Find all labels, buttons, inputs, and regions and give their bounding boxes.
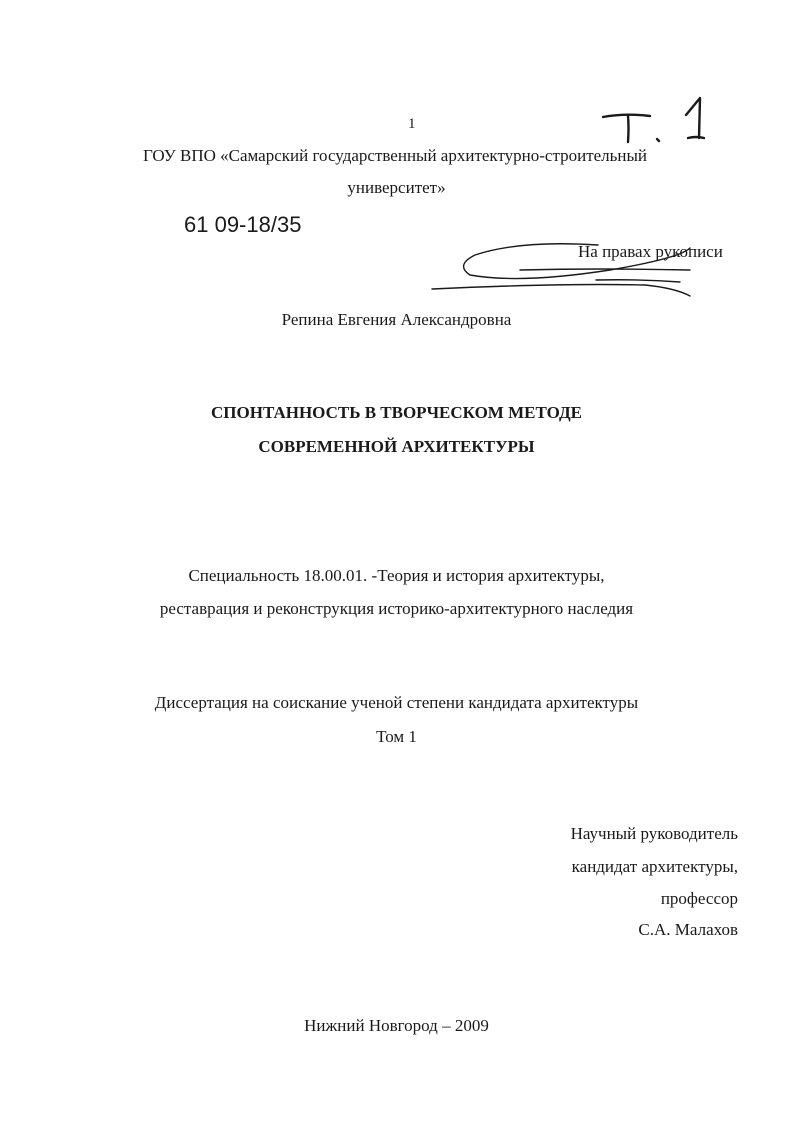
- dissertation-title-line-2: СОВРЕМЕННОЙ АРХИТЕКТУРЫ: [258, 437, 535, 456]
- specialty-line-2: реставрация и реконструкция историко-архитектурного наследия: [159, 599, 634, 618]
- volume-label: Том 1: [376, 727, 417, 746]
- degree-statement: Диссертация на соискание ученой степени кандидата архитектуры: [154, 693, 639, 712]
- advisor-rank: профессор: [660, 889, 738, 908]
- specialty-line-1: Специальность 18.00.01. -Теория и история архитектуры,: [188, 566, 605, 585]
- rights-note: На правах рукописи: [578, 242, 723, 261]
- institution-line-1: ГОУ ВПО «Самарский государственный архитектурно-строительный: [143, 146, 648, 165]
- institution-line-2: университет»: [347, 178, 446, 197]
- advisor-name: С.А. Малахов: [638, 920, 738, 939]
- advisor-degree: кандидат архитектуры,: [571, 857, 738, 876]
- archive-code: 61 09-18/35: [184, 212, 302, 237]
- advisor-role: Научный руководитель: [570, 824, 738, 843]
- place-and-year: Нижний Новгород – 2009: [304, 1016, 489, 1035]
- handwritten-volume-note: [603, 98, 704, 142]
- page-number: 1: [408, 116, 416, 132]
- author-name: Репина Евгения Александровна: [281, 310, 512, 329]
- dissertation-title-line-1: СПОНТАННОСТЬ В ТВОРЧЕСКОМ МЕТОДЕ: [211, 403, 582, 422]
